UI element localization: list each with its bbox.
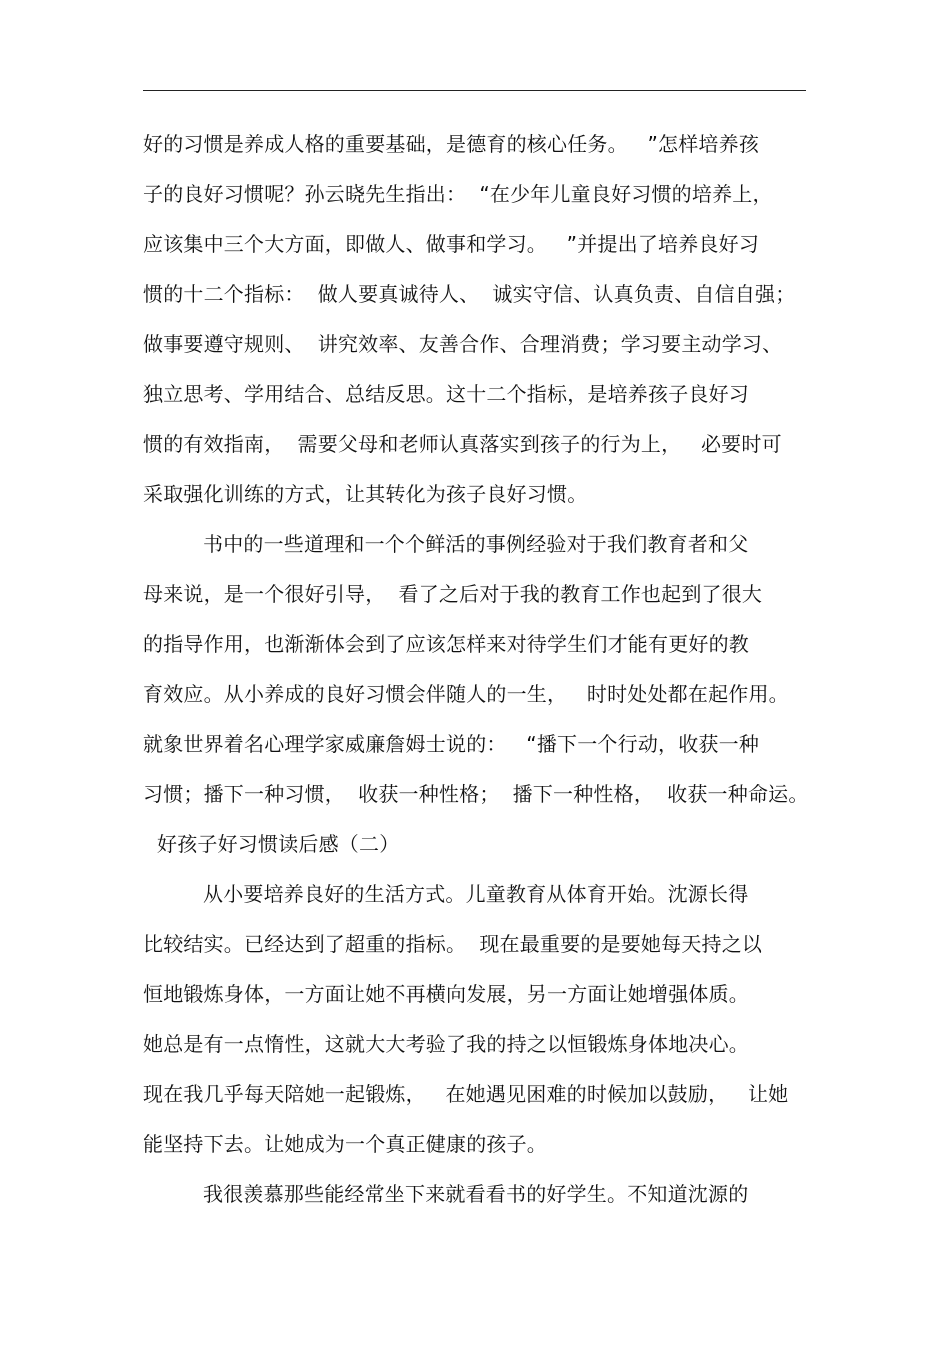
text-line-16: 从小要培养良好的生活方式。儿童教育从体育开始。沈源长得 bbox=[203, 882, 749, 906]
text-line-19: 她总是有一点惰性，这就大大考验了我的持之以恒锻炼身体地决心。 bbox=[143, 1032, 749, 1056]
text-line-21: 能坚持下去。让她成为一个真正健康的孩子。 bbox=[143, 1132, 547, 1156]
text-line-1: 好的习惯是养成人格的重要基础，是德育的核心任务。 ”怎样培养孩 bbox=[143, 132, 760, 156]
text-line-14: 习惯；播下一种习惯， 收获一种性格； 播下一种性格， 收获一种命运。 bbox=[143, 782, 809, 806]
text-line-12: 育效应。从小养成的良好习惯会伴随人的一生， 时时处处都在起作用。 bbox=[143, 682, 789, 706]
text-line-4: 惯的十二个指标： 做人要真诚待人、 诚实守信、认真负责、自信自强； bbox=[143, 282, 796, 306]
text-line-5: 做事要遵守规则、 讲究效率、友善合作、合理消费；学习要主动学习、 bbox=[143, 332, 783, 356]
header-rule bbox=[143, 90, 806, 91]
text-line-10: 母来说，是一个很好引导， 看了之后对于我的教育工作也起到了很大 bbox=[143, 582, 763, 606]
text-line-22: 我很羡慕那些能经常坐下来就看看书的好学生。不知道沈源的 bbox=[203, 1182, 749, 1206]
text-line-11: 的指导作用，也渐渐体会到了应该怎样来对待学生们才能有更好的教 bbox=[143, 632, 749, 656]
text-line-8: 采取强化训练的方式，让其转化为孩子良好习惯。 bbox=[143, 482, 588, 506]
text-line-17: 比较结实。已经达到了超重的指标。 现在最重要的是要她每天持之以 bbox=[143, 932, 763, 956]
text-line-18: 恒地锻炼身体，一方面让她不再横向发展，另一方面让她增强体质。 bbox=[143, 982, 749, 1006]
section-heading: 好孩子好习惯读后感（二） bbox=[157, 832, 400, 856]
text-line-20: 现在我几乎每天陪她一起锻炼， 在她遇见困难的时候加以鼓励， 让她 bbox=[143, 1082, 789, 1106]
text-line-6: 独立思考、学用结合、总结反思。这十二个指标，是培养孩子良好习 bbox=[143, 382, 749, 406]
text-line-13: 就象世界着名心理学家威廉詹姆士说的： “播下一个行动，收获一种 bbox=[143, 732, 760, 756]
text-line-7: 惯的有效指南， 需要父母和老师认真落实到孩子的行为上， 必要时可 bbox=[143, 432, 782, 456]
text-line-2: 子的良好习惯呢？孙云晓先生指出： “在少年儿童良好习惯的培养上， bbox=[143, 182, 773, 206]
text-line-9: 书中的一些道理和一个个鲜活的事例经验对于我们教育者和父 bbox=[203, 532, 749, 556]
text-line-3: 应该集中三个大方面，即做人、做事和学习。 ”并提出了培养良好习 bbox=[143, 232, 760, 256]
